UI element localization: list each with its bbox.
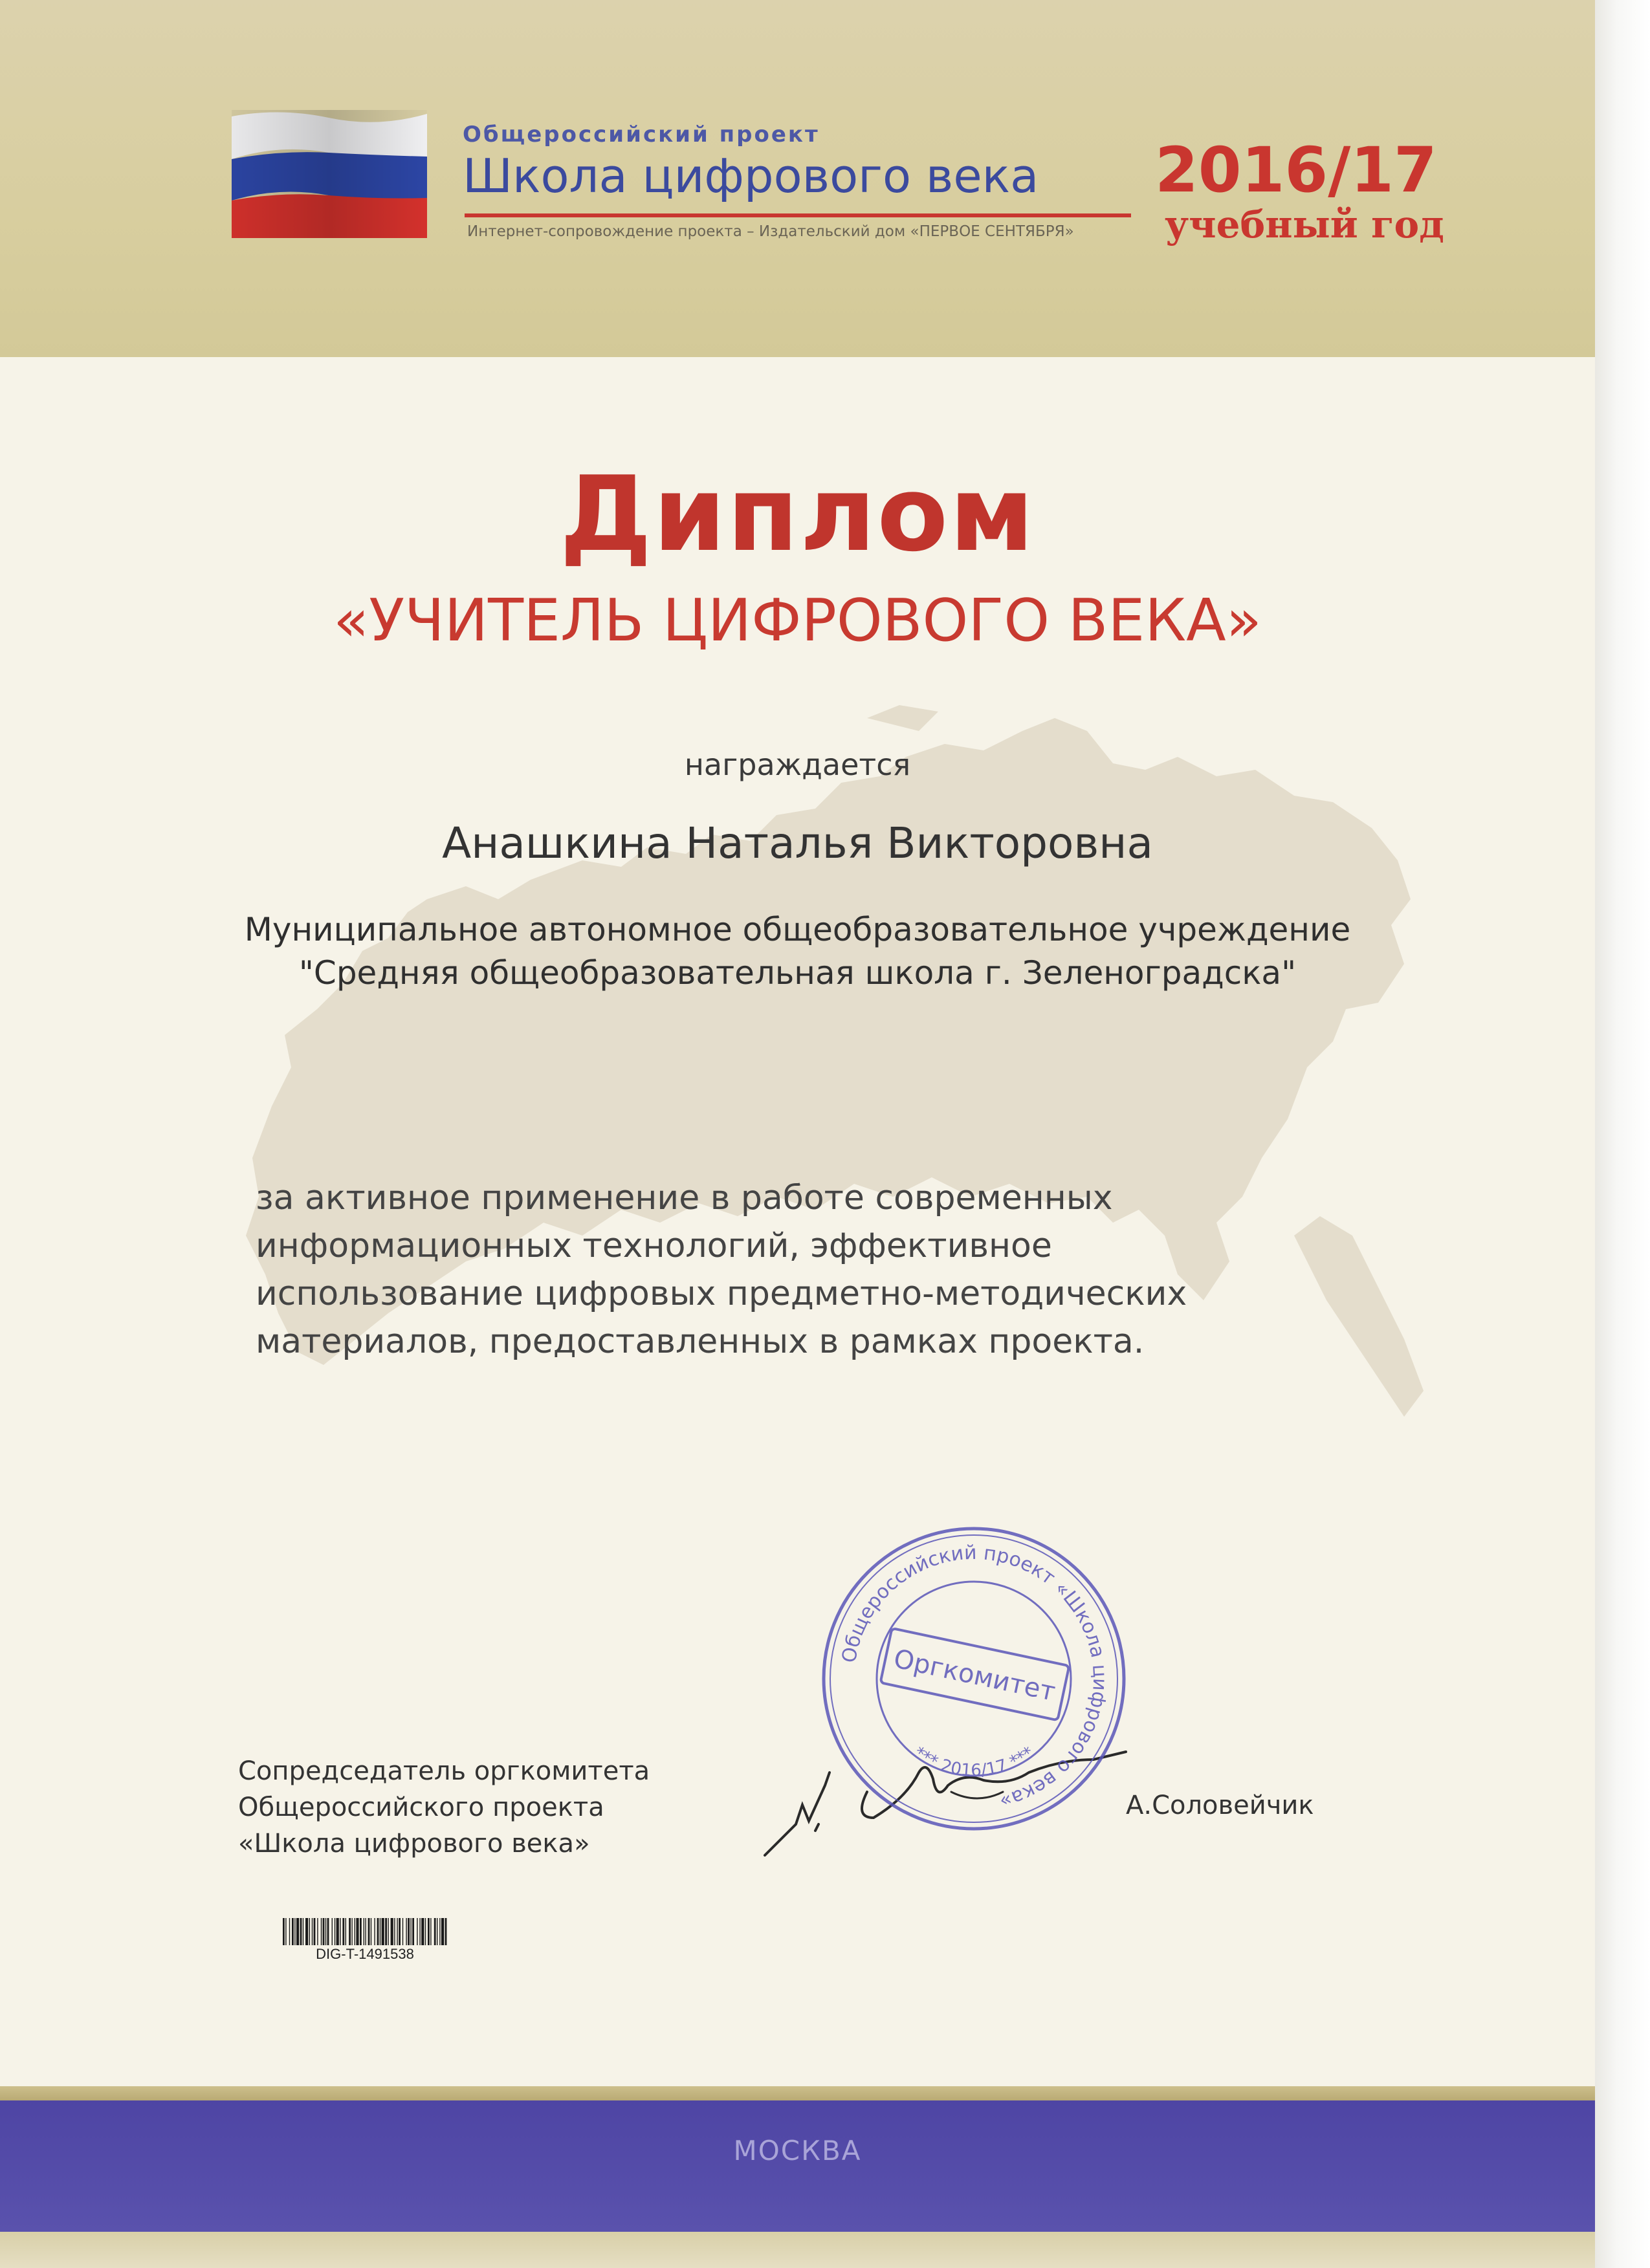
barcode-bar	[283, 1918, 285, 1945]
barcode-bar	[292, 1918, 294, 1945]
barcode-bar	[439, 1918, 440, 1945]
barcode-graphic	[281, 1918, 448, 1945]
barcode-bar	[434, 1918, 436, 1945]
barcode-bar	[421, 1918, 424, 1945]
barcode-bar	[419, 1918, 420, 1945]
recipient-name: Анашкина Наталья Викторовна	[442, 818, 1153, 868]
barcode-bar	[305, 1918, 308, 1945]
academic-year-label: учебный год	[1165, 202, 1444, 246]
barcode-bar	[360, 1918, 362, 1945]
reason-line: информационных технологий, эффективное	[256, 1227, 1052, 1265]
russian-flag-icon	[232, 110, 427, 238]
barcode-bar	[351, 1918, 352, 1945]
organization-line: "Средняя общеобразовательная школа г. Зеленоградска"	[298, 954, 1297, 992]
barcode-bar	[309, 1918, 310, 1945]
stamp-ring-text: Общероссийский проект «Школа цифрового века»	[837, 1541, 1112, 1813]
barcode-bar	[314, 1918, 316, 1945]
award-reason	[256, 1174, 1420, 1366]
awarded-label: награждается	[684, 747, 911, 782]
barcode-bar	[441, 1918, 444, 1945]
organizing-committee-stamp	[812, 1517, 1136, 1840]
diploma-subtitle: «УЧИТЕЛЬ ЦИФРОВОГО ВЕКА»	[333, 587, 1262, 655]
header-divider	[465, 213, 1131, 217]
reason-line: использование цифровых предметно-методических	[256, 1274, 1187, 1313]
diploma-title: Диплом	[559, 453, 1036, 574]
project-label: Общероссийский проект	[463, 122, 820, 147]
barcode-bar	[377, 1918, 379, 1945]
cochair-line: «Школа цифрового века»	[238, 1829, 590, 1859]
footer-gold-stripe	[0, 2086, 1595, 2100]
barcode-bar	[296, 1918, 299, 1945]
cochair-title	[238, 1753, 756, 1862]
header-band	[0, 0, 1595, 357]
barcode-number: DIG-T-1491538	[316, 1946, 414, 1962]
barcode-bar	[445, 1918, 447, 1945]
barcode-bar	[425, 1918, 426, 1945]
barcode-bar	[325, 1918, 326, 1945]
svg-text:*** 2016/17 ***	[910, 1743, 1038, 1781]
barcode-bar	[391, 1918, 393, 1945]
stamp-year-text: *** 2016/17 ***	[910, 1743, 1038, 1781]
barcode-bar	[332, 1918, 333, 1945]
barcode-bar	[317, 1918, 318, 1945]
barcode-bar	[394, 1918, 395, 1945]
barcode-bar	[300, 1918, 302, 1945]
signer-name: А.Соловейчик	[1126, 1791, 1314, 1820]
stamp-center-text: Оргкомитет	[891, 1644, 1059, 1708]
barcode-bar	[285, 1918, 286, 1945]
cochair-line: Сопредседатель оргкомитета	[238, 1756, 650, 1786]
barcode-bar	[430, 1918, 431, 1945]
barcode-bar	[374, 1918, 375, 1945]
barcode-bar	[321, 1918, 322, 1945]
reason-line: материалов, предоставленных в рамках проекта.	[256, 1322, 1145, 1361]
barcode-bar	[327, 1918, 329, 1945]
barcode-bar	[312, 1918, 313, 1945]
project-title: Школа цифрового века	[463, 149, 1039, 203]
footer-city: МОСКВА	[733, 2135, 862, 2166]
barcode-bar	[336, 1918, 339, 1945]
barcode-bar	[412, 1918, 414, 1945]
barcode-bar	[342, 1918, 344, 1945]
barcode-bar	[382, 1918, 384, 1945]
barcode-bar	[428, 1918, 430, 1945]
organization-line: Муниципальное автономное общеобразовательное учреждение	[244, 911, 1351, 948]
cochair-line: Общероссийского проекта	[238, 1793, 604, 1822]
barcode-bar	[399, 1918, 401, 1945]
barcode-bar	[410, 1918, 411, 1945]
barcode-bar	[323, 1918, 325, 1945]
barcode-bar	[356, 1918, 358, 1945]
reason-line: за активное применение в работе современных	[256, 1179, 1113, 1217]
barcode-bar	[365, 1918, 366, 1945]
barcode-bar	[289, 1918, 290, 1945]
barcode-bar	[402, 1918, 403, 1945]
academic-year: 2016/17	[1155, 134, 1437, 206]
footer-bottom-stripe	[0, 2232, 1595, 2268]
scan-margin	[1595, 0, 1650, 2268]
barcode-bar	[385, 1918, 387, 1945]
barcode-bar	[349, 1918, 351, 1945]
barcode-bar	[368, 1918, 370, 1945]
project-subtitle: Интернет-сопровождение проекта – Издательский дом «ПЕРВОЕ СЕНТЯБРЯ»	[467, 223, 1074, 240]
barcode-bar	[294, 1918, 295, 1945]
barcode-bar	[408, 1918, 410, 1945]
